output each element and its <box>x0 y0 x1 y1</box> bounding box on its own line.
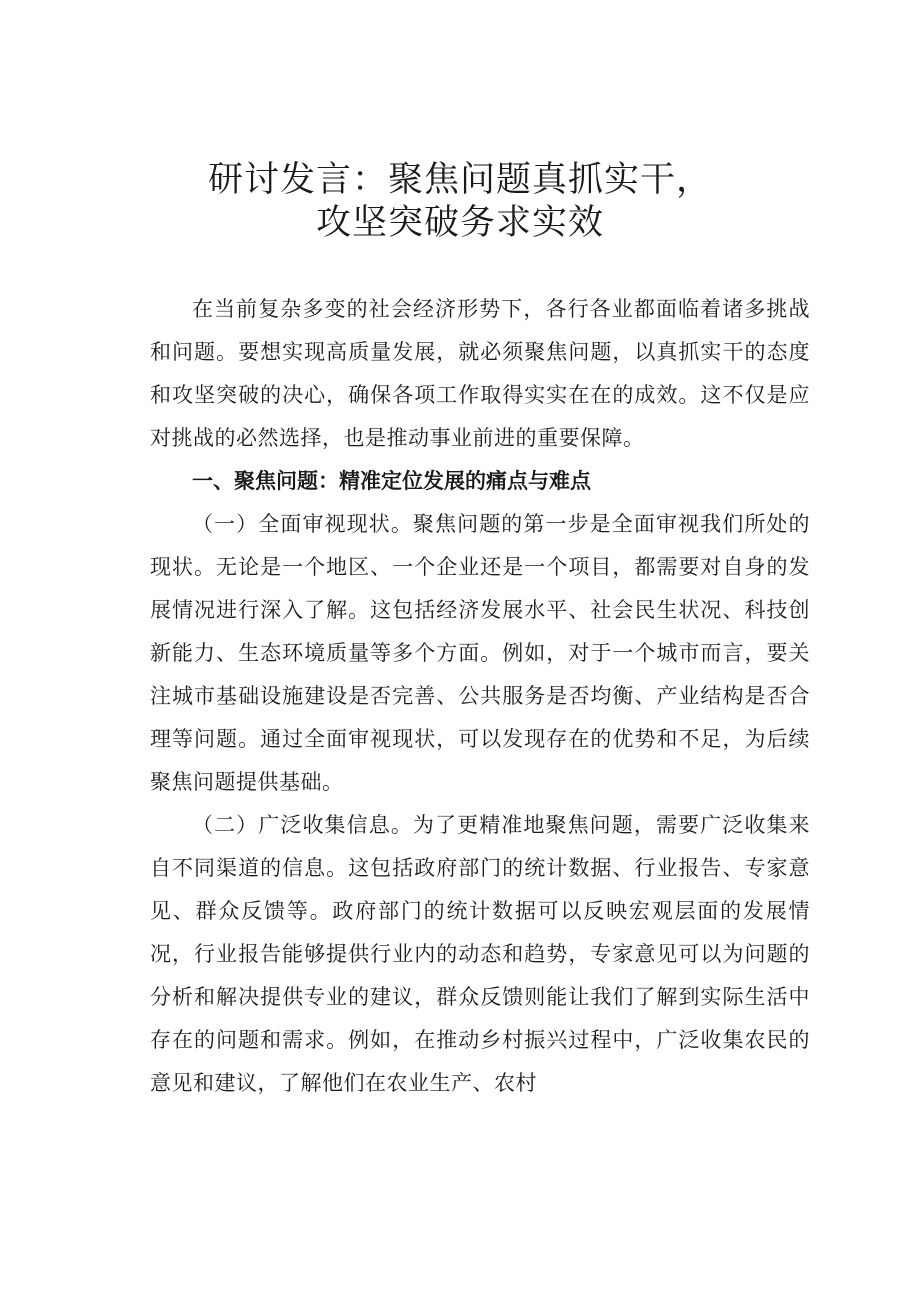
body-paragraph-2: （二）广泛收集信息。为了更精准地聚焦问题，需要广泛收集来自不同渠道的信息。这包括政府部门的统计数据、行业报告、专家意见、群众反馈等。政府部门的统计数据可以反映宏观层面的发展情况，行业报告能够提供行业内的动态和趋势，专家意见可以为问题的分析和解决提供专业的建议，群众反馈则能让我们了解到实际生活中存在的问题和需求。例如，在推动乡村振兴过程中，广泛收集农民的意见和建议，了解他们在农业生产、农村 <box>150 813 810 1095</box>
document-body <box>150 288 810 1105</box>
document-title-line1: 研讨发言：聚焦问题真抓实干， <box>207 160 712 200</box>
section-heading: 一、聚焦问题：精准定位发展的痛点与难点 <box>192 469 591 493</box>
body-paragraph-1: （一）全面审视现状。聚焦问题的第一步是全面审视我们所处的现状。无论是一个地区、一个企业还是一个项目，都需要对自身的发展情况进行深入了解。这包括经济发展水平、社会民生状况、科技创新能力、生态环境质量等多个方面。例如，对于一个城市而言，要关注城市基础设施建设是否完善、公共服务是否均衡、产业结构是否合理等问题。通过全面审视现状，可以发现存在的优势和不足，为后续聚焦问题提供基础。 <box>150 512 810 794</box>
document-title-line2: 攻坚突破务求实效 <box>315 203 604 243</box>
intro-paragraph: 在当前复杂多变的社会经济形势下，各行各业都面临着诸多挑战和问题。要想实现高质量发展，就必须聚焦问题，以真抓实干的态度和攻坚突破的决心，确保各项工作取得实实在在的成效。这不仅是应对挑战的必然选择，也是推动事业前进的重要保障。 <box>150 297 810 450</box>
